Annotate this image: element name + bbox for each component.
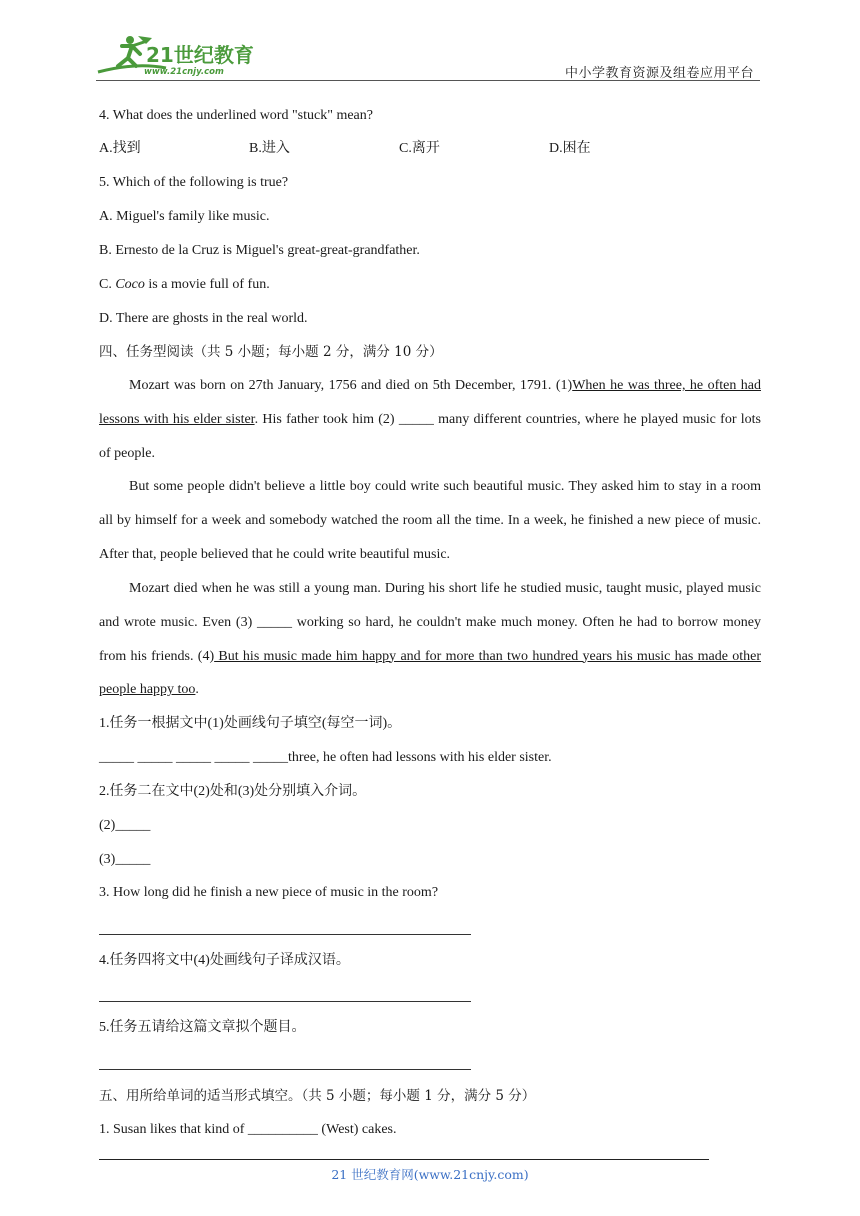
p3-text-b: . [195, 682, 199, 698]
task2-prompt: 2.任务二在文中(2)处和(3)处分别填入介词。 [99, 784, 367, 799]
q5-c-rest: is a movie full of fun. [144, 277, 270, 292]
footer-rule [99, 1159, 709, 1160]
task5-prompt: 5.任务五请给这篇文章拟个题目。 [99, 1020, 306, 1035]
site-logo [96, 32, 266, 78]
q4-option-d: D.困在 [549, 141, 591, 156]
task4-prompt: 4.任务四将文中(4)处画线句子译成汉语。 [99, 953, 350, 968]
task3-prompt: 3. How long did he finish a new piece of music in the room? [99, 885, 439, 900]
passage-paragraph-2: But some people didn't believe a little boy could write such beautiful music. They asked him to stay in a room all by himself for a week and somebody watched the room all the time. In a week, he finished a new piece of music. After that, people believed that he could write beautiful music. [99, 479, 761, 562]
q4-option-a: A.找到 [99, 141, 141, 156]
q5-stem: 5. Which of the following is true? [99, 175, 289, 190]
task4-answer-line [99, 1001, 471, 1002]
task1-blanks: _____ _____ _____ _____ _____three, he often had lessons with his elder sister. [99, 750, 552, 765]
task5-answer-line [99, 1069, 471, 1070]
runner-icon [96, 32, 266, 78]
task1-prompt: 1.任务一根据文中(1)处画线句子填空(每空一词)。 [99, 716, 402, 731]
passage-paragraph-3 [99, 572, 761, 707]
platform-name: 中小学教育资源及组卷应用平台 [564, 66, 754, 81]
q5-option-d: D. There are ghosts in the real world. [99, 311, 308, 326]
p1-text-a: Mozart was born on 27th January, 1756 and died on 5th December, 1791. (1) [129, 378, 573, 393]
logo-text: 21世纪教育 [146, 43, 254, 67]
section5-heading: 五、用所给单词的适当形式填空。（共 5 小题；每小题 1 分，满分 5 分） [99, 1088, 536, 1104]
q5-option-c [99, 275, 270, 295]
section5-q1: 1. Susan likes that kind of __________ (West) cakes. [99, 1122, 397, 1137]
footer-link[interactable]: 21 世纪教育网(www.21cnjy.com) [331, 1167, 529, 1182]
page-header [96, 32, 760, 82]
header-rule [96, 80, 760, 81]
q4-option-c: C.离开 [399, 141, 440, 156]
task3-answer-line [99, 934, 471, 935]
q5-option-a: A. Miguel's family like music. [99, 209, 270, 224]
q4-stem: 4. What does the underlined word "stuck" mean? [99, 108, 373, 123]
p1-text-b: . His father took him (2) _____ many different countries, where he played music for lots of people. [99, 411, 762, 461]
q5-option-b: B. Ernesto de la Cruz is Miguel's great-great-grandfather. [99, 243, 420, 258]
task2-blank-2: (2)_____ [99, 818, 151, 833]
passage-paragraph-1 [99, 369, 761, 470]
p1-underlined-sentence: When he was three, he often had lessons with his elder sister [99, 378, 761, 427]
p3-text-a: Mozart died when he was still a young man. During his short life he studied music, taught music, played music and wrote music. Even (3) _____ working so hard, he couldn't make much money. Often he had to borrow money from his friends. (4) [99, 581, 761, 664]
q4-option-b: B.进入 [249, 141, 290, 156]
q5-c-prefix: C. [99, 277, 116, 292]
logo-url: www.21cnjy.com [144, 67, 224, 77]
section4-heading: 四、任务型阅读（共 5 小题；每小题 2 分，满分 10 分） [99, 344, 443, 360]
p3-underlined-sentence: But his music made him happy and for more than two hundred years his music has made other people happy too [99, 648, 761, 698]
task2-blank-3: (3)_____ [99, 852, 151, 867]
q5-c-title: Coco [115, 277, 145, 292]
